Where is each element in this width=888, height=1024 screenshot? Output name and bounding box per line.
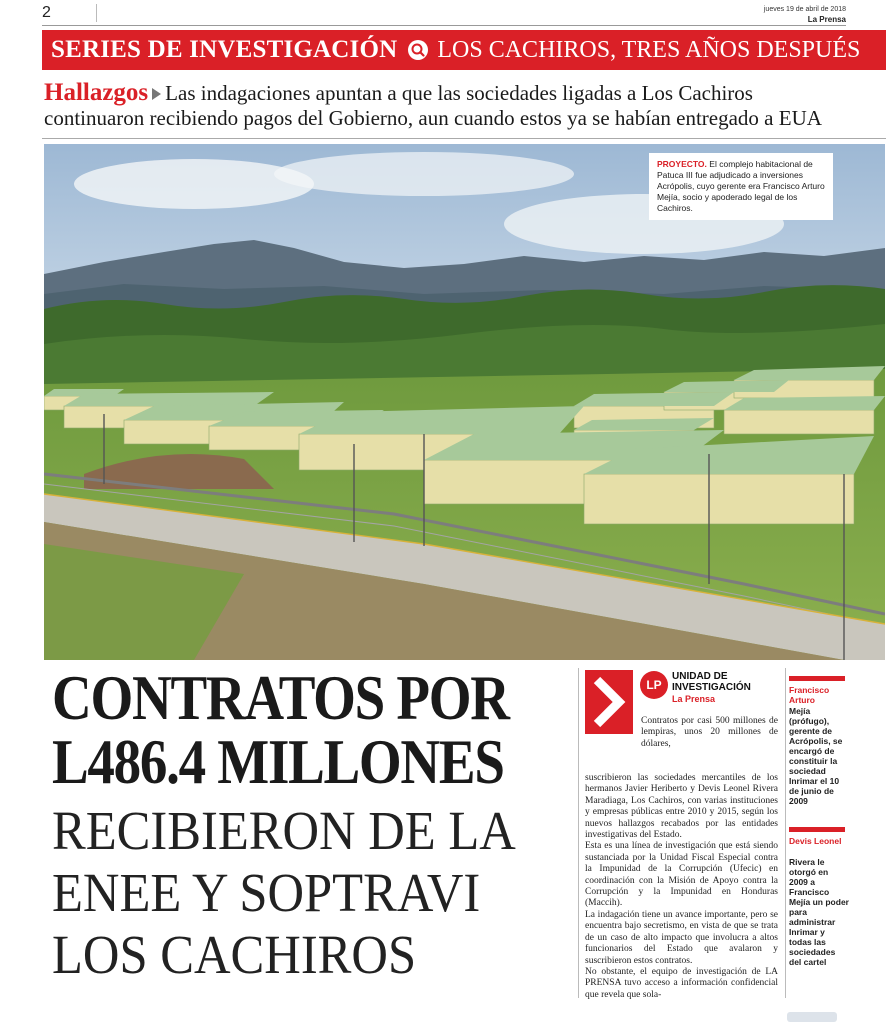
housing-complex-photo: [44, 144, 885, 660]
article-paragraph-2: Esta es una línea de investigación que está siendo sustanciada por la Unidad Fiscal Especial contra la Impunidad de la Corrupción (Ufecic) en coordinación con la Misión de Apoyo contra la Corrupción y la Impunidad en Honduras (Maccih).: [585, 841, 778, 909]
headline-lines-rest: [52, 800, 516, 986]
unit-title-line-2: INVESTIGACIÓN: [672, 682, 751, 693]
photo-caption: [649, 153, 833, 220]
sidebar-divider: [785, 668, 786, 998]
sidebar-text-1: Mejía (prófugo), gerente de Acrópolis, se encargó de constituir la sociedad Inrimar el 10 de junio de 2009: [789, 706, 843, 806]
arrow-right-icon: [152, 88, 161, 100]
caption-kicker: PROYECTO.: [657, 159, 707, 169]
unit-logo: LP: [640, 671, 668, 699]
header-rule: [42, 25, 846, 26]
sidebar-marker-2: [789, 827, 845, 832]
article-paragraph-3: La indagación tiene un avance importante, pero se encuentra bajo secretismo, en vista de que se trata de un caso de alto impacto que involucra a altos funcionarios del Estado que avalaron y suscribieron estos contratos.: [585, 909, 778, 966]
banner-series-title: SERIES DE INVESTIGACIÓN: [51, 36, 398, 63]
chevron-right-icon: [585, 670, 633, 734]
findings-line-1: Las indagaciones apuntan a que las sociedades ligadas a Los Cachiros: [165, 81, 753, 105]
column-divider: [578, 668, 579, 998]
headline-line-2: L486.4 MILLONES: [52, 726, 504, 797]
article-paragraph-4: No obstante, el equipo de investigación de LA PRENSA tuvo acceso a información confidencial que revela que sola-: [585, 966, 778, 1000]
page-number: 2: [42, 4, 51, 21]
article-body: [585, 773, 778, 1001]
caption-text: El complejo habitacional de Patuca III fue adjudicado a inversiones Acrópolis, cuyo gerente era Francisco Arturo Mejía, socio y apoderado legal de los Cachiros.: [657, 159, 825, 213]
page-control[interactable]: [787, 1012, 837, 1022]
issue-date: jueves 19 de abril de 2018: [763, 6, 846, 13]
findings-rule: [42, 138, 886, 139]
magnifier-icon: [407, 39, 429, 61]
headline-line-1: CONTRATOS POR: [52, 662, 509, 733]
article-paragraph-1: suscribieron las sociedades mercantiles de los hermanos Javier Heriberto y Devis Leonel Rivera Maradiaga, Los Cachiros, con varias instituciones y empresas públicas entre 2010 y 2015, según los nuevos hallazgos recabados por las entidades investigativas del Estado.: [585, 773, 778, 841]
header-divider: [96, 4, 97, 22]
findings-summary: [44, 80, 884, 131]
publication-name: La Prensa: [807, 15, 846, 24]
headline-line-3: RECIBIERON DE LA: [52, 800, 516, 861]
findings-kicker: Hallazgos: [44, 79, 149, 106]
banner-series-subtitle: LOS CACHIROS, TRES AÑOS DESPUÉS: [437, 36, 861, 63]
findings-line-2: continuaron recibiendo pagos del Gobierno, aun cuando estos ya se habían entregado a EUA: [44, 106, 822, 130]
sidebar-text-2: Rivera le otorgó en 2009 a Francisco Mejía un poder para administrar Inrimar y todas las sociedades del cartel: [789, 857, 849, 967]
section-banner: [42, 30, 886, 70]
article-intro: Contratos por casi 500 millones de lempiras, unos 20 millones de dólares,: [641, 716, 778, 749]
headline-line-4: ENEE Y SOPTRAVI: [52, 862, 481, 923]
sidebar-name-2: Devis Leonel: [789, 836, 842, 846]
sidebar-marker-1: [789, 676, 845, 681]
section-marker: [585, 670, 633, 734]
unit-subtitle: La Prensa: [672, 694, 716, 704]
sidebar-name-1: Francisco Arturo: [789, 685, 830, 705]
headline-line-5: LOS CACHIROS: [52, 924, 417, 985]
unit-title: [672, 671, 751, 693]
unit-title-line-1: UNIDAD DE: [672, 671, 728, 682]
